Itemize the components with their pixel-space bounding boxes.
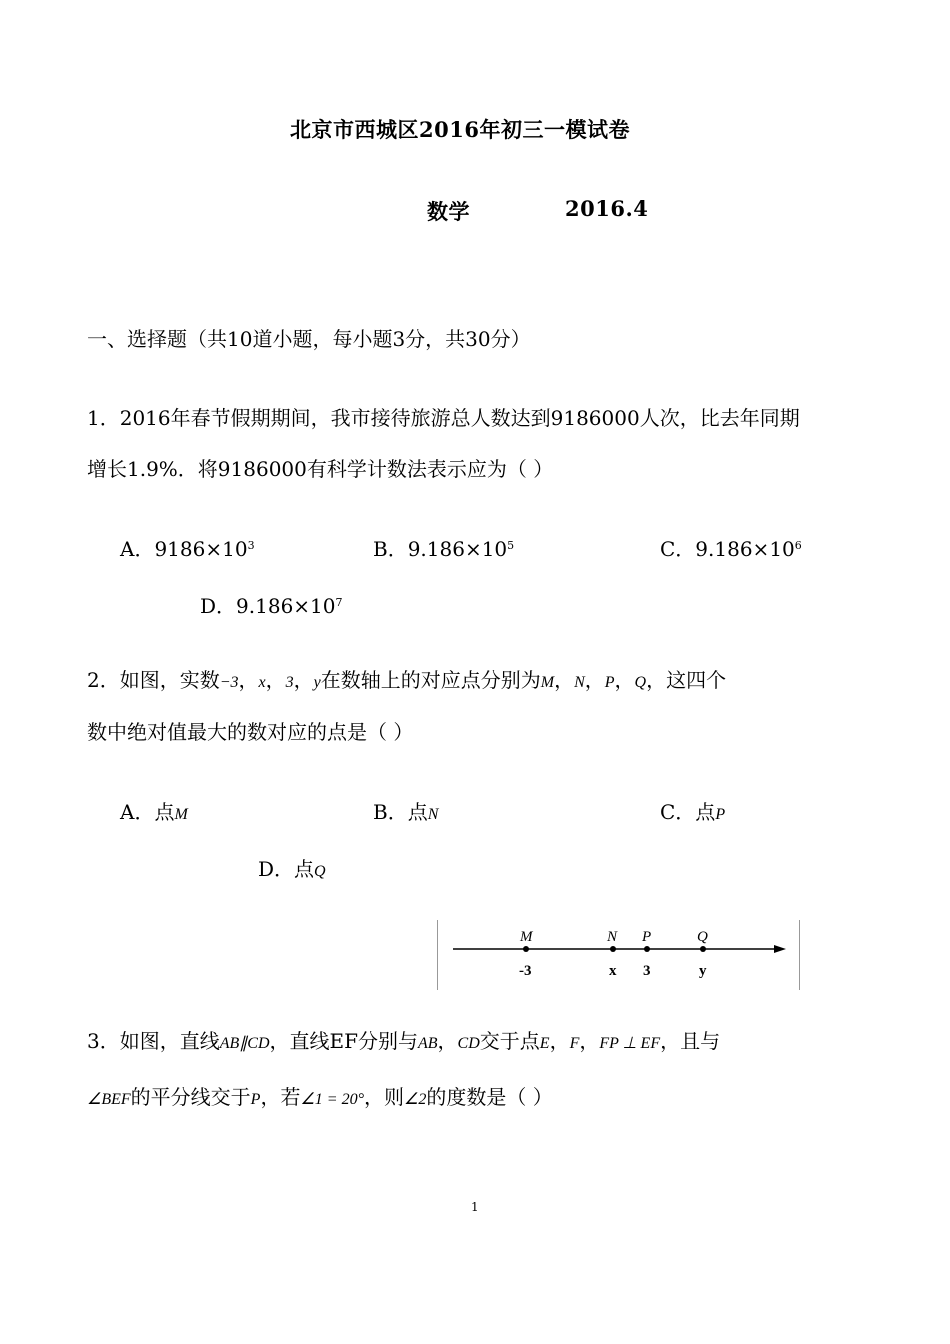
q3-text: 的度数是（ ） [426, 1085, 553, 1109]
q3-text: ，且与 [660, 1029, 721, 1053]
q3-line2 [87, 1081, 553, 1110]
point-q-label: Q [697, 929, 708, 945]
q2-option-c [660, 796, 725, 825]
q1-option-d [200, 590, 343, 619]
q3-math: ∠2 [404, 1091, 427, 1108]
option-var: M [174, 806, 188, 823]
q2-text: 2．如图，实数 [87, 668, 220, 692]
option-var: P [715, 806, 726, 823]
option-exponent: 7 [335, 596, 343, 609]
q2-line2: 数中绝对值最大的数对应的点是（ ） [87, 720, 414, 744]
point-m-value: -3 [519, 963, 532, 979]
q2-comma: ， [554, 668, 575, 692]
page-number: 1 [471, 1200, 479, 1214]
q3-math: AB∥CD [219, 1035, 270, 1052]
q3-math: CD [457, 1035, 480, 1052]
q2-comma: ， [265, 668, 286, 692]
q2-point: N [574, 674, 585, 691]
q1-line1: 1．2016年春节假期期间，我市接待旅游总人数达到9186000人次，比去年同期 [87, 406, 800, 430]
option-label: C．9.186×10 [660, 537, 795, 561]
point-n-dot [610, 946, 616, 952]
q2-option-a [120, 796, 188, 825]
point-q-value: y [699, 963, 707, 979]
q3-math: ∠1 = 20° [300, 1091, 364, 1108]
point-m-label: M [520, 929, 533, 945]
q2-point: P [604, 674, 615, 691]
point-m-dot [523, 946, 529, 952]
q2-comma: ， [584, 668, 605, 692]
q2-option-d [258, 853, 326, 882]
q2-point: Q [634, 674, 647, 691]
q3-math: E [539, 1035, 550, 1052]
q2-var: −3 [219, 674, 239, 691]
q2-line1 [87, 664, 726, 693]
option-label: B．点 [373, 800, 428, 824]
q3-comma: ， [437, 1029, 458, 1053]
q3-math: ∠BEF [87, 1091, 131, 1108]
point-n-value: x [609, 963, 617, 979]
q2-var: 3 [285, 674, 294, 691]
point-p-label: P [642, 929, 652, 945]
exam-date: 2016.4 [565, 196, 649, 221]
q3-text: ，则 [364, 1085, 404, 1109]
page-title: 北京市西城区2016年初三一模试卷 [290, 117, 630, 142]
q2-text: 在数轴上的对应点分别为 [320, 668, 541, 692]
point-p-dot [644, 946, 650, 952]
axis-arrow [774, 945, 786, 953]
q3-comma: ， [579, 1029, 600, 1053]
point-q-dot [700, 946, 706, 952]
q2-comma: ， [293, 668, 314, 692]
option-label: D．点 [258, 857, 315, 881]
q3-text: 3．如图，直线 [87, 1029, 220, 1053]
option-label: A．9186×10 [120, 537, 248, 561]
option-exponent: 5 [507, 539, 515, 552]
q3-math: P [250, 1091, 261, 1108]
q3-text: ，直线EF分别与 [269, 1029, 418, 1053]
q3-comma: ， [549, 1029, 570, 1053]
q1-option-a [120, 533, 255, 562]
q2-var: y [313, 674, 321, 691]
q1-line2: 增长1.9%．将9186000有科学计数法表示应为（ ） [87, 457, 554, 481]
option-label: D．9.186×10 [200, 594, 336, 618]
number-line-svg [438, 920, 799, 990]
q3-math: F [569, 1035, 580, 1052]
option-var: Q [314, 863, 326, 880]
q3-text: 交于点 [479, 1029, 540, 1053]
number-line-figure [437, 920, 800, 990]
q1-option-c [660, 533, 802, 562]
q2-option-b [373, 796, 438, 825]
section-heading: 一、选择题（共10道小题，每小题3分，共30分） [87, 327, 531, 351]
q2-point: M [540, 674, 555, 691]
q3-math: AB [418, 1035, 438, 1052]
q1-option-b [373, 533, 514, 562]
q3-text: ，若 [260, 1085, 301, 1109]
q2-comma: ， [238, 668, 259, 692]
point-p-value: 3 [643, 963, 651, 979]
option-exponent: 3 [247, 539, 255, 552]
option-var: N [427, 806, 439, 823]
q2-var: x [258, 674, 266, 691]
option-label: A．点 [120, 800, 175, 824]
q3-math: FP ⊥ EF [599, 1035, 661, 1052]
subject-label: 数学 [427, 199, 470, 224]
q3-text: 的平分线交于 [130, 1085, 251, 1109]
option-label: B．9.186×10 [373, 537, 508, 561]
option-exponent: 6 [794, 539, 802, 552]
option-label: C．点 [660, 800, 716, 824]
q2-text: ，这四个 [646, 668, 727, 692]
q2-comma: ， [614, 668, 635, 692]
point-n-label: N [607, 929, 618, 945]
q3-line1 [87, 1025, 720, 1054]
